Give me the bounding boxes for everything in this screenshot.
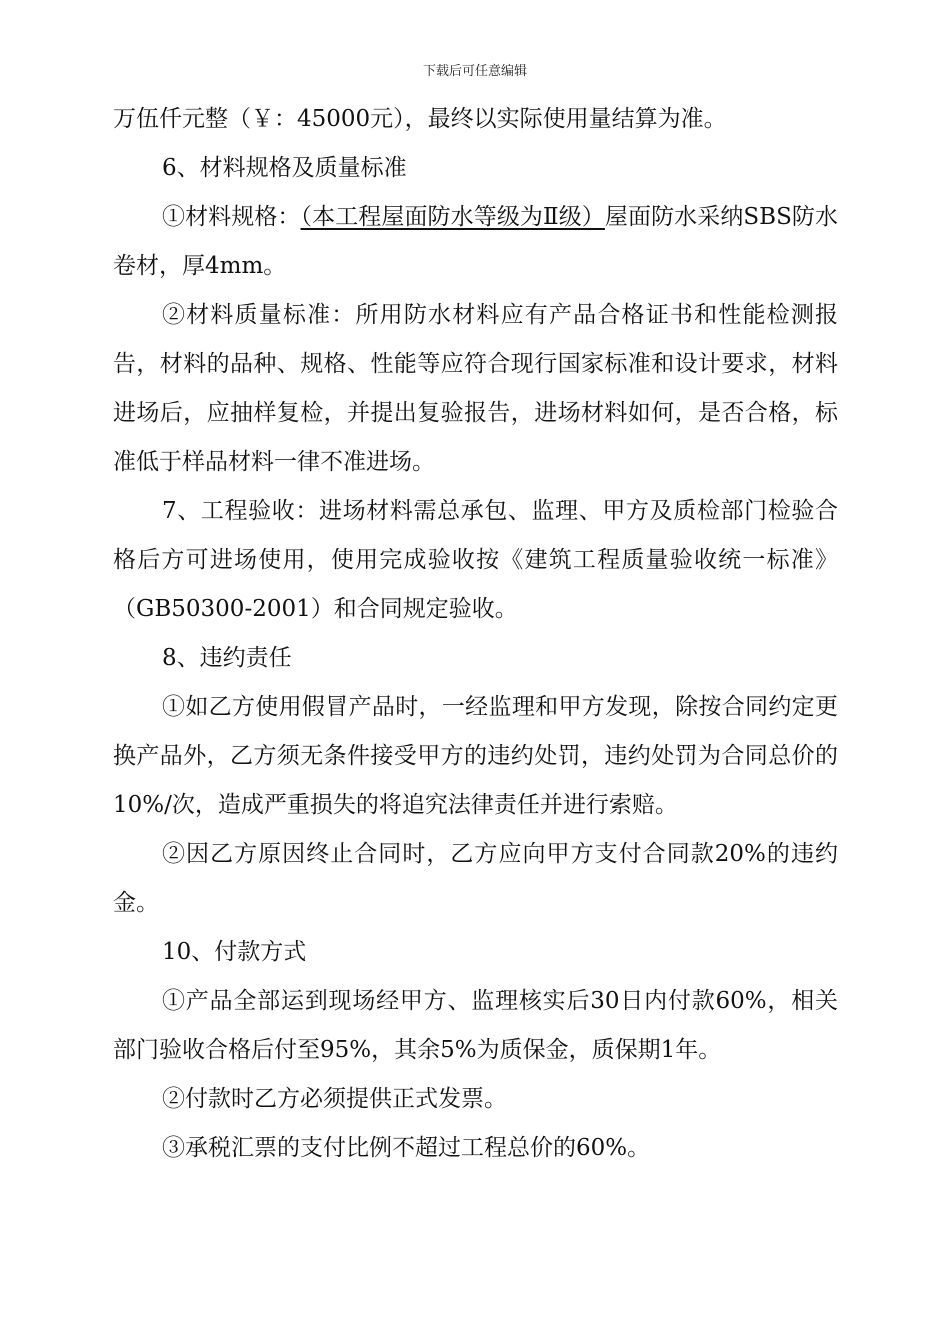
heading-breach: 8、违约责任 — [162, 645, 292, 671]
material-spec-prefix: ①材料规格： — [162, 204, 301, 230]
heading-material-spec: 6、材料规格及质量标准 — [162, 155, 407, 181]
paragraph-amount-continuation: 万伍仟元整（￥：45000元），最终以实际使用量结算为准。 — [113, 106, 727, 132]
material-spec-underlined: （本工程屋面防水等级为Ⅱ级） — [300, 204, 605, 230]
paragraph-payment-3: ③承税汇票的支付比例不超过工程总价的60%。 — [162, 1135, 651, 1161]
document-body — [113, 95, 838, 1173]
paragraph-quality-standard: ②材料质量标准：所用防水材料应有产品合格证书和性能检测报告，材料的品种、规格、性能等应符合现行国家标准和设计要求，材料进场后，应抽样复检，并提出复验报告，进场材料如何，是否合格，标准低于样品材料一律不准进场。 — [113, 302, 838, 475]
heading-payment: 10、付款方式 — [162, 939, 307, 965]
paragraph-payment-2: ②付款时乙方必须提供正式发票。 — [162, 1086, 507, 1112]
paragraph-material-spec — [113, 193, 838, 291]
page-header-note: 下载后可任意编辑 — [422, 64, 527, 79]
paragraph-payment-1: ①产品全部运到现场经甲方、监理核实后30日内付款60%，相关部门验收合格后付至95%，其余5%为质保金，质保期1年。 — [113, 988, 838, 1063]
paragraph-breach-1: ①如乙方使用假冒产品时，一经监理和甲方发现，除按合同约定更换产品外，乙方须无条件接受甲方的违约处罚，违约处罚为合同总价的10%/次，造成严重损失的将追究法律责任并进行索赔。 — [113, 694, 838, 818]
paragraph-acceptance: 7、工程验收：进场材料需总承包、监理、甲方及质检部门检验合格后方可进场使用，使用完成验收按《建筑工程质量验收统一标准》（GB50300-2001）和合同规定验收。 — [113, 498, 838, 622]
paragraph-breach-2: ②因乙方原因终止合同时，乙方应向甲方支付合同款20%的违约金。 — [113, 841, 838, 916]
material-spec-suffix: 屋面防水采纳SBS防水卷材，厚4mm。 — [113, 204, 839, 279]
